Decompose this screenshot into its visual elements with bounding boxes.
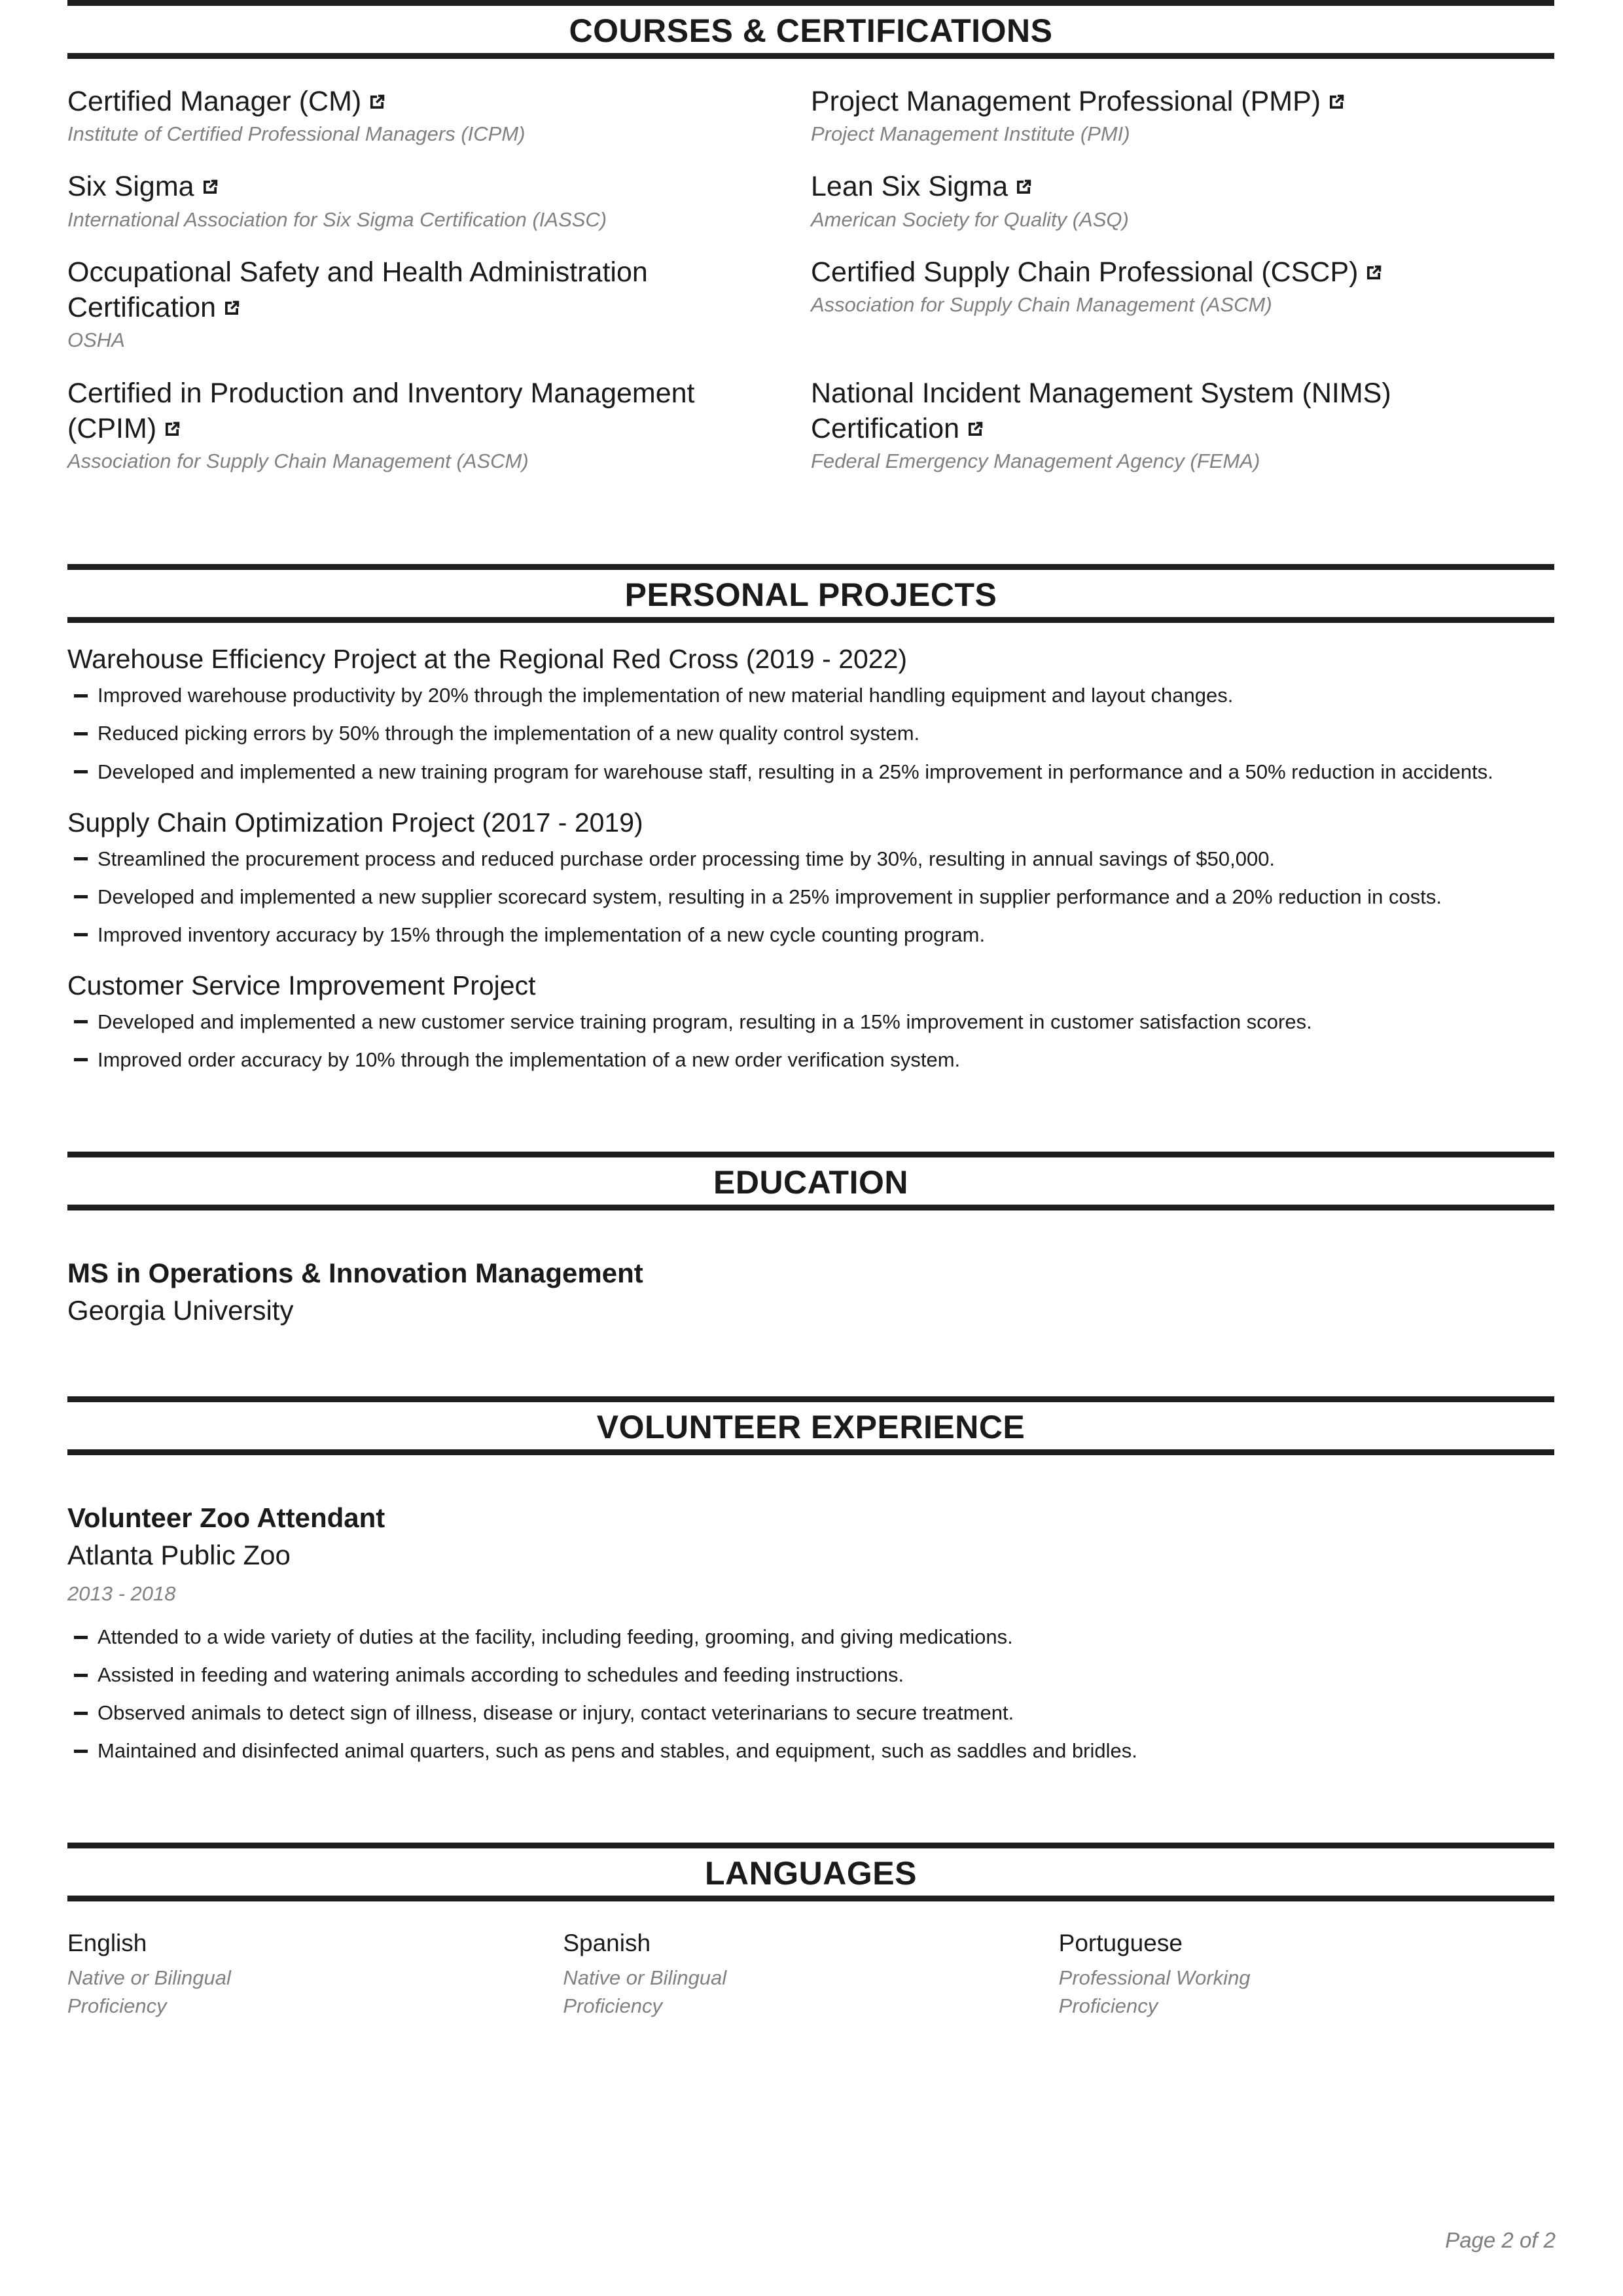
bullet-dash-icon (74, 1712, 88, 1715)
bullet-dash-icon (74, 770, 88, 773)
project-bullet-text: Improved inventory accuracy by 15% through the implementation of a new cycle counting program. (98, 923, 986, 946)
language-level: Native or Bilingual Proficiency (67, 1966, 231, 2017)
project-entry (67, 806, 1554, 949)
volunteer-bullet (67, 1661, 1554, 1689)
project-bullets (67, 845, 1554, 949)
section-rule-top (67, 1843, 1554, 1848)
certification-name-text: Certified Supply Chain Professional (CSCP) (811, 256, 1359, 288)
section-header-certifications (67, 0, 1554, 59)
project-bullets (67, 1008, 1554, 1074)
certification-issuer: American Society for Quality (ASQ) (811, 207, 1129, 231)
certification-issuer: Association for Supply Chain Management (ASCM) (811, 293, 1272, 317)
bullet-dash-icon (74, 1058, 88, 1061)
language-item (1059, 1928, 1554, 2019)
certification-name (67, 376, 752, 446)
certification-name-text: Certified in Production and Inventory Management (CPIM) (67, 377, 695, 444)
project-bullet-text: Reduced picking errors by 50% through the implementation of a new quality control system. (98, 722, 920, 745)
bullet-dash-icon (74, 1750, 88, 1753)
section-rule-bottom (67, 1449, 1554, 1455)
project-bullet (67, 1008, 1554, 1036)
certification-name-text: National Incident Management System (NIMS) Certification (811, 377, 1391, 444)
section-title-volunteer: VOLUNTEER EXPERIENCE (596, 1409, 1026, 1446)
section-header-volunteer (67, 1396, 1554, 1455)
certification-name-text: Lean Six Sigma (811, 171, 1008, 203)
language-level: Professional Working Proficiency (1058, 1966, 1251, 2017)
projects-list (67, 643, 1554, 1074)
project-bullet (67, 681, 1554, 710)
project-bullet-text: Improved order accuracy by 10% through the implementation of a new order verification system. (98, 1048, 961, 1072)
bullet-dash-icon (74, 1020, 88, 1023)
project-entry (67, 969, 1554, 1074)
bullet-dash-icon (74, 1636, 88, 1639)
project-bullet (67, 1046, 1554, 1074)
section-header-personal-projects (67, 564, 1554, 623)
certification-name (67, 84, 752, 119)
certification-item (811, 255, 1554, 354)
project-bullet (67, 845, 1554, 874)
section-header-languages (67, 1843, 1554, 1901)
certification-name (811, 169, 1495, 204)
certification-name-text: Six Sigma (67, 171, 194, 203)
project-bullet-text: Streamlined the procurement process and reduced purchase order processing time by 30%, resulting in annual savings of $50,000. (98, 847, 1275, 870)
section-rule-bottom (67, 617, 1554, 623)
external-link-icon[interactable] (367, 92, 387, 112)
language-level: Native or Bilingual Proficiency (563, 1966, 727, 2017)
volunteer-bullet-text: Assisted in feeding and watering animals according to schedules and feeding instructions. (98, 1663, 904, 1687)
certification-issuer: Federal Emergency Management Agency (FEMA) (811, 449, 1260, 472)
certification-item (811, 169, 1554, 232)
project-bullet-text: Improved warehouse productivity by 20% through the implementation of new material handling equipment and layout changes. (98, 684, 1234, 707)
bullet-dash-icon (74, 1674, 88, 1677)
bullet-dash-icon (74, 895, 88, 898)
volunteer-bullet (67, 1737, 1554, 1765)
external-link-icon[interactable] (1327, 92, 1346, 112)
volunteer-bullet-text: Attended to a wide variety of duties at the facility, including feeding, grooming, and giving medications. (98, 1625, 1013, 1649)
language-name: Spanish (563, 1930, 651, 1957)
project-title: Warehouse Efficiency Project at the Regional Red Cross (2019 - 2022) (67, 644, 908, 675)
project-bullet-text: Developed and implemented a new training program for warehouse staff, resulting in a 25% improvement in performance and a 50% reduction in accidents. (98, 760, 1493, 783)
spacer (67, 1775, 1556, 1843)
spacer (67, 1455, 1554, 1501)
certification-item (67, 84, 811, 147)
languages-grid (67, 1901, 1554, 2019)
certification-item (811, 376, 1554, 475)
section-rule-bottom (67, 53, 1554, 59)
section-rule-bottom (67, 1205, 1554, 1210)
volunteer-bullet-text: Maintained and disinfected animal quarters, such as pens and stables, and equipment, such as saddles and bridles. (98, 1739, 1137, 1763)
spacer (67, 1328, 1556, 1396)
certification-issuer: Association for Supply Chain Management (ASCM) (67, 449, 529, 472)
project-title: Customer Service Improvement Project (67, 970, 536, 1000)
certification-name (811, 84, 1495, 119)
bullet-dash-icon (74, 732, 88, 735)
external-link-icon[interactable] (965, 419, 985, 439)
project-bullet-text: Developed and implemented a new customer service training program, resulting in a 15% improvement in customer satisfaction scores. (98, 1010, 1312, 1034)
volunteer-bullet (67, 1699, 1554, 1727)
volunteer-bullets (67, 1623, 1554, 1765)
section-volunteer-experience (67, 1396, 1554, 1765)
certification-item (67, 376, 811, 475)
language-item (563, 1928, 1058, 2019)
volunteer-bullet (67, 1623, 1554, 1651)
bullet-dash-icon (74, 857, 88, 860)
section-header-education (67, 1152, 1554, 1210)
spacer (67, 1084, 1556, 1152)
project-bullets (67, 681, 1554, 786)
certification-item (67, 169, 811, 232)
certification-issuer: International Association for Six Sigma Certification (IASSC) (67, 207, 607, 231)
section-title-education: EDUCATION (713, 1164, 908, 1201)
language-name: English (67, 1930, 147, 1957)
volunteer-role: Volunteer Zoo Attendant (67, 1502, 385, 1534)
project-bullet (67, 883, 1554, 911)
education-degree: MS in Operations & Innovation Management (67, 1258, 643, 1289)
language-name: Portuguese (1058, 1930, 1183, 1957)
volunteer-entry (67, 1501, 1554, 1765)
section-title-languages: LANGUAGES (705, 1855, 917, 1892)
page-footer: Page 2 of 2 (1445, 2228, 1556, 2252)
certification-name (67, 255, 752, 325)
section-title-certifications: COURSES & CERTIFICATIONS (569, 12, 1053, 49)
project-entry (67, 643, 1554, 786)
section-rule-top (67, 1152, 1554, 1157)
section-personal-projects (67, 564, 1554, 1074)
bullet-dash-icon (74, 933, 88, 936)
certification-name (67, 169, 752, 204)
education-entry (67, 1256, 1554, 1328)
external-link-icon[interactable] (222, 298, 241, 318)
volunteer-organization: Atlanta Public Zoo (67, 1539, 291, 1570)
external-link-icon[interactable] (162, 419, 182, 439)
certification-issuer: Project Management Institute (PMI) (811, 122, 1130, 146)
language-item (67, 1928, 563, 2019)
certification-item (67, 255, 811, 354)
spacer (67, 1210, 1554, 1256)
project-bullet (67, 758, 1554, 786)
certification-name (811, 255, 1495, 290)
certification-issuer: OSHA (67, 328, 125, 352)
section-rule-top (67, 1396, 1554, 1402)
certification-issuer: Institute of Certified Professional Managers (ICPM) (67, 122, 526, 146)
certification-name (811, 376, 1495, 446)
section-education (67, 1152, 1554, 1328)
external-link-icon[interactable] (1014, 177, 1033, 197)
section-rule-bottom (67, 1896, 1554, 1901)
project-bullet-text: Developed and implemented a new supplier scorecard system, resulting in a 25% improvement in supplier performance and a 20% reduction in costs. (98, 885, 1442, 908)
certification-name-text: Occupational Safety and Health Administration Certification (67, 256, 648, 324)
education-school: Georgia University (67, 1294, 294, 1326)
section-rule-top (67, 564, 1554, 570)
volunteer-bullet-text: Observed animals to detect sign of illness, disease or injury, contact veterinarians to secure treatment. (98, 1701, 1014, 1725)
section-languages (67, 1843, 1554, 2019)
external-link-icon[interactable] (1364, 263, 1383, 283)
section-courses-certifications (67, 0, 1554, 496)
external-link-icon[interactable] (200, 177, 220, 197)
volunteer-dates: 2013 - 2018 (67, 1582, 176, 1606)
bullet-dash-icon (74, 694, 88, 698)
project-title: Supply Chain Optimization Project (2017 - 2019) (67, 807, 643, 838)
section-title-personal-projects: PERSONAL PROJECTS (624, 576, 997, 614)
project-bullet (67, 719, 1554, 748)
section-rule-top (67, 0, 1554, 6)
certifications-grid (67, 59, 1554, 496)
project-bullet (67, 921, 1554, 949)
certification-name-text: Certified Manager (CM) (67, 86, 362, 117)
spacer (67, 496, 1556, 564)
certification-item (811, 84, 1554, 147)
certification-name-text: Project Management Professional (PMP) (811, 86, 1321, 117)
